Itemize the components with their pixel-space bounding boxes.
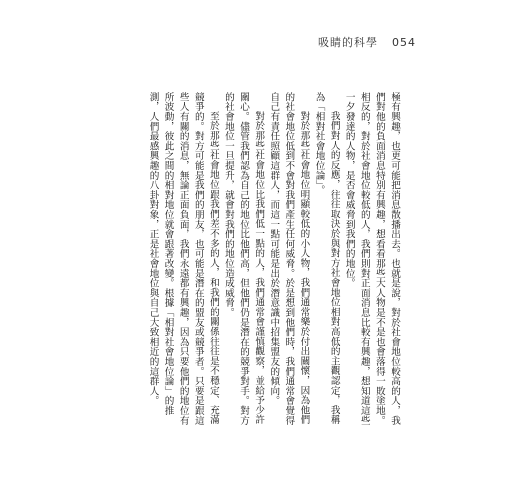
paragraph: 至於那些社會地位跟我們差不多的人，和我們的關係往往是不穩定、充滿競爭的。對方可能是我們的朋友，也可能是潛在的盟友或競爭者。只要是跟這些人有關的消息，無論正面負面，我們永遠都有興趣，因為只要他們的地位有所波動，彼此之間的相對地位就會跟著改變。根據「相對社會地位論」的推測，人們最感興趣的八卦對象，正是社會地位與自己大致相近的這群人。 — [147, 92, 219, 426]
paragraph: 對於那些社會地位明顯較低的小人物，我們通常樂於付出關懷，因為他們的社會地位低到不會對我們產生任何威脅。於是想到他們時，我們通常會覺得自己有責任照顧這群人，而這一點可能是出於潛意識中招集盟友的傾向。 — [268, 92, 310, 426]
paragraph: 我們對人的反應，往往取決於與對方社會地位相對高低的主觀認定，我稱為「相對社會地位論」。 — [313, 92, 340, 425]
running-header — [318, 34, 416, 50]
paragraph: 極有興趣，也更可能把消息散播出去。也就是說，對於社會地位較高的人，我們對他的負面消息特別有興趣，想看看那些大人物是不是也會落得一敗塗地。相反的，對於社會地位較低的人，我們則對正面消息比較有興趣，想知道這些一夕發達的人物，是否會威脅到我們的地位。 — [343, 92, 400, 426]
paragraph: 對於那些社會地位比我們低一點的人，我們通常會謹慎觀察，並給予少許關心。儘管我們認為自己的地位比他們高，但他們仍是潛在的競爭對手。對方的社會地位一旦提升，就會對我們的地位造成威脅。 — [222, 92, 265, 426]
book-title: 吸睛的科學 — [318, 36, 378, 49]
page-number: 054 — [392, 36, 416, 49]
body-text — [118, 92, 402, 432]
